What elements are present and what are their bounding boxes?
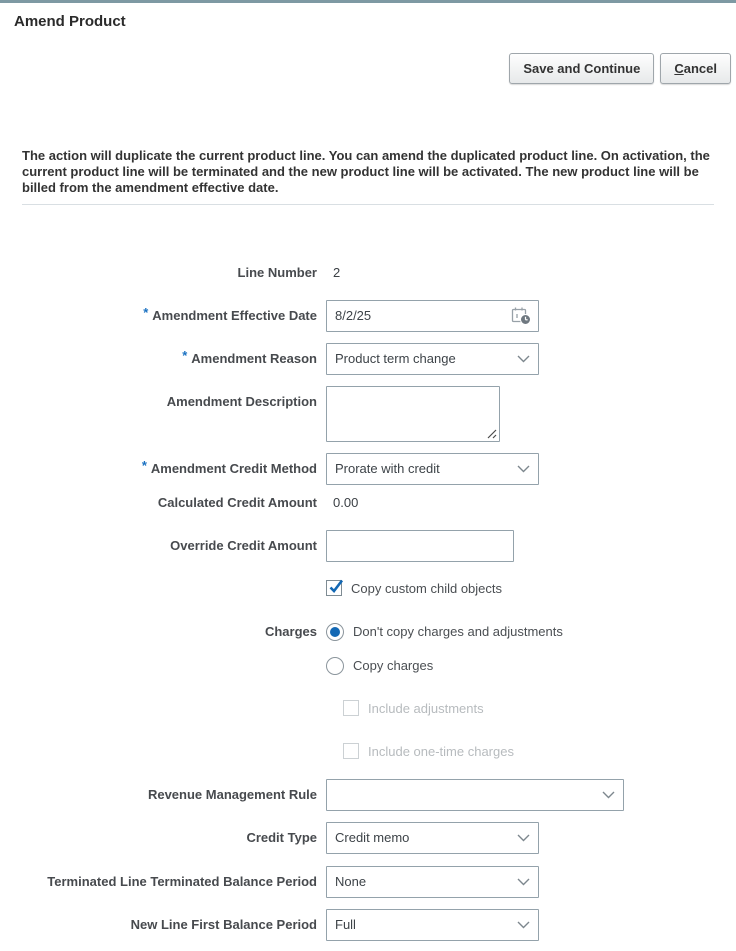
chevron-down-icon (517, 355, 530, 363)
copy-custom-option (326, 580, 502, 596)
description-label: Amendment Description (166, 393, 317, 409)
field-row-include-adjustments (0, 700, 736, 717)
field-row-line-number (0, 265, 736, 281)
dont-copy-charges-radio[interactable] (326, 623, 344, 641)
credit-type-value: Credit memo (335, 830, 410, 846)
new-line-balance-value: Full (335, 917, 356, 933)
charges-option-dont-copy (326, 623, 563, 641)
field-row-copy-custom (0, 580, 736, 597)
field-row-calculated-credit (0, 495, 736, 511)
field-row-credit-method (0, 453, 736, 485)
credit-method-label: * Amendment Credit Method (141, 457, 317, 476)
include-adjustments-label: Include adjustments (368, 700, 484, 716)
chevron-down-icon (517, 834, 530, 842)
terminated-balance-label: Terminated Line Terminated Balance Period (47, 873, 317, 889)
save-and-continue-button[interactable]: Save and Continue (509, 53, 654, 84)
amend-notice-text: The action will duplicate the current product line. You can amend the duplicated product line. On activation, the current product line will be terminated and the new product line will be activated. The new product line will be billed from the amendment effective date. (22, 148, 710, 196)
revenue-rule-label: Revenue Management Rule (147, 786, 317, 802)
field-row-revenue-rule (0, 779, 736, 811)
terminated-balance-select[interactable] (326, 866, 539, 898)
credit-method-value: Prorate with credit (335, 461, 440, 477)
required-icon: * (182, 347, 188, 363)
credit-method-select[interactable] (326, 453, 539, 485)
field-row-override-credit (0, 530, 736, 562)
override-credit-input[interactable] (326, 530, 514, 562)
include-one-time-option (343, 743, 514, 759)
override-credit-label: Override Credit Amount (170, 537, 317, 553)
field-row-credit-type (0, 822, 736, 854)
field-row-charges-option-2 (0, 657, 736, 675)
required-icon: * (143, 304, 149, 320)
chevron-down-icon (602, 791, 615, 799)
include-one-time-label: Include one-time charges (368, 743, 514, 759)
cancel-button[interactable]: Cancel (660, 53, 731, 84)
page-title: Amend Product (14, 13, 126, 30)
charges-option-copy (326, 657, 433, 675)
credit-type-label: Credit Type (246, 829, 317, 845)
calculated-credit-value: 0.00 (333, 495, 359, 511)
copy-custom-label: Copy custom child objects (351, 580, 503, 596)
line-number-value: 2 (333, 265, 341, 281)
line-number-label: Line Number (237, 264, 317, 280)
calendar-clock-icon[interactable] (511, 306, 532, 326)
field-row-charges-option-1 (0, 623, 736, 641)
credit-type-select[interactable] (326, 822, 539, 854)
field-row-effective-date (0, 300, 736, 332)
new-line-balance-select[interactable] (326, 909, 539, 941)
dont-copy-charges-label: Don't copy charges and adjustments (353, 624, 563, 640)
effective-date-label: * Amendment Effective Date (143, 304, 317, 323)
reason-label: * Amendment Reason (182, 347, 317, 366)
divider (22, 204, 714, 205)
description-textarea[interactable] (326, 386, 500, 442)
top-accent-bar (0, 0, 736, 3)
chevron-down-icon (517, 921, 530, 929)
field-row-include-one-time (0, 743, 736, 760)
include-adjustments-option (343, 700, 484, 716)
revenue-rule-select[interactable] (326, 779, 624, 811)
copy-charges-label: Copy charges (353, 658, 434, 674)
resize-grip-icon[interactable] (486, 428, 497, 439)
effective-date-field (326, 300, 539, 332)
chevron-down-icon (517, 878, 530, 886)
required-icon: * (141, 457, 147, 473)
reason-value: Product term change (335, 351, 456, 367)
field-row-description (0, 386, 736, 442)
field-row-new-line-balance (0, 909, 736, 941)
checkmark-icon (328, 579, 343, 595)
chevron-down-icon (517, 465, 530, 473)
terminated-balance-value: None (335, 874, 367, 890)
field-row-reason (0, 343, 736, 375)
charges-label: Charges (264, 623, 317, 639)
field-row-terminated-balance (0, 866, 736, 898)
action-button-bar (0, 53, 731, 84)
description-field (326, 386, 500, 442)
reason-select[interactable] (326, 343, 539, 375)
effective-date-input[interactable] (327, 302, 487, 330)
new-line-balance-label: New Line First Balance Period (130, 916, 317, 932)
copy-charges-radio[interactable] (326, 657, 344, 675)
include-adjustments-checkbox (343, 700, 359, 716)
calculated-credit-label: Calculated Credit Amount (157, 494, 317, 510)
copy-custom-checkbox[interactable] (326, 580, 342, 596)
include-one-time-checkbox (343, 743, 359, 759)
